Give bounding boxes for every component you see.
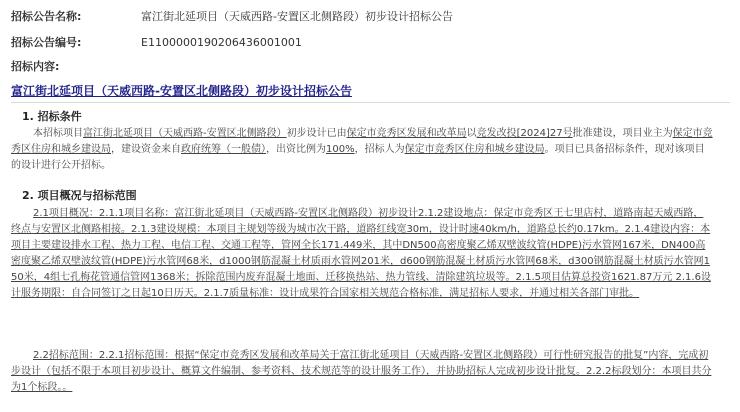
s1-owner: 保定市竞秀区住房和城乡建设局: [11, 128, 713, 155]
s1-text-h: 。项目已具备招标条件，现对该项目的设计进行公开招标。: [11, 144, 705, 171]
s1-text-g: ，招标人为: [354, 144, 405, 155]
s1-text-b: 初步设计已由: [286, 128, 347, 139]
project-overview-paragraph: 2.1项目概况：2.1.1项目名称：富江街北延项目（天威西路-安置区北侧路段）初步设计2.1.2建设地点：保定市竞秀区王七里店村，道路南起天威西路，终点与安置区北侧路相接。2.1.3建设规模：本项目主规划等级为城市次干路，道路红线宽30m，设计时速40km/h，道路总长约0.17km。2.1.4建设内容：本项目主要建设排水工程、热力工程、电信工程、交通工程等，管网全长171.449米，其中DN500高密度聚乙烯双壁波纹管(HDPE)污水管网167米，DN400高密度聚乙烯双壁波纹管(HDPE)污水管网68米，d1000钢筋混凝土材质雨水管网201米，d600钢筋混凝土材质污水管网68米，d300钢筋混凝土材质污水管网150米，4组七孔梅花管通信管网1368米；拆除范围内废弃混凝土地面、迁移换热站、热力管线、清除建筑垃圾等。2.1.5项目估算总投资1621.87万元 2.1.6设计服务期限：自合同签订之日起10日历天。2.1.7质量标准：设计成果符合国家相关规范合格标准，满足招标人要求，并通过相关各部门审批。: [11, 208, 711, 299]
notice-name-label: 招标公告名称:: [11, 10, 82, 23]
notice-name-row: [11, 7, 453, 27]
s1-project: 富江街北延项目（天威西路-安置区北侧路段）: [83, 128, 287, 139]
notice-content-row: [11, 57, 141, 77]
section-2-heading: 2. 项目概况与招标范围: [22, 189, 137, 202]
s1-text-e: ，建设资金来自: [111, 144, 181, 155]
s1-text-c: 以: [466, 128, 477, 139]
s1-text-a: 本招标项目: [33, 128, 83, 139]
s1-fund: 政府统筹（一般债）: [181, 144, 266, 155]
section-1-heading: 1. 招标条件: [22, 110, 82, 123]
s1-approver: 保定市竞秀区发展和改革局: [346, 128, 467, 139]
notice-content-label: 招标内容:: [11, 60, 60, 73]
s1-tenderer: 保定市竞秀区住房和城乡建设局: [404, 144, 545, 155]
section-1-paragraph: [11, 126, 713, 174]
notice-heading: 富江街北延项目（天威西路-安置区北侧路段）初步设计招标公告: [11, 84, 352, 98]
notice-number-row: [11, 33, 302, 53]
tender-scope-paragraph: 2.2招标范围：2.2.1招标范围：根据“保定市竞秀区发展和改革局关于富江街北延项目（天威西路-安置区北侧路段）可行性研究报告的批复”内容，完成初步设计（包括不限于本项目初步设计、概算文件编制、参考资料、技术规范等的设计服务工作），并协助招标人完成初步设计批复。2.2.2标段划分：本项目共分为1个标段。。: [11, 350, 712, 393]
s1-ratio: 100%: [326, 144, 355, 155]
s1-text-f: ，出资比例为: [266, 144, 326, 155]
notice-number-value: E1100000190206436001001: [141, 36, 302, 49]
heading-divider: [11, 102, 730, 103]
s1-docno: 竞发改投[2024]27号: [476, 128, 573, 139]
notice-number-label: 招标公告编号:: [11, 36, 82, 49]
notice-name-value: 富江街北延项目（天威西路-安置区北侧路段）初步设计招标公告: [141, 10, 453, 23]
s1-text-d: 批准建设，项目业主为: [572, 128, 673, 139]
